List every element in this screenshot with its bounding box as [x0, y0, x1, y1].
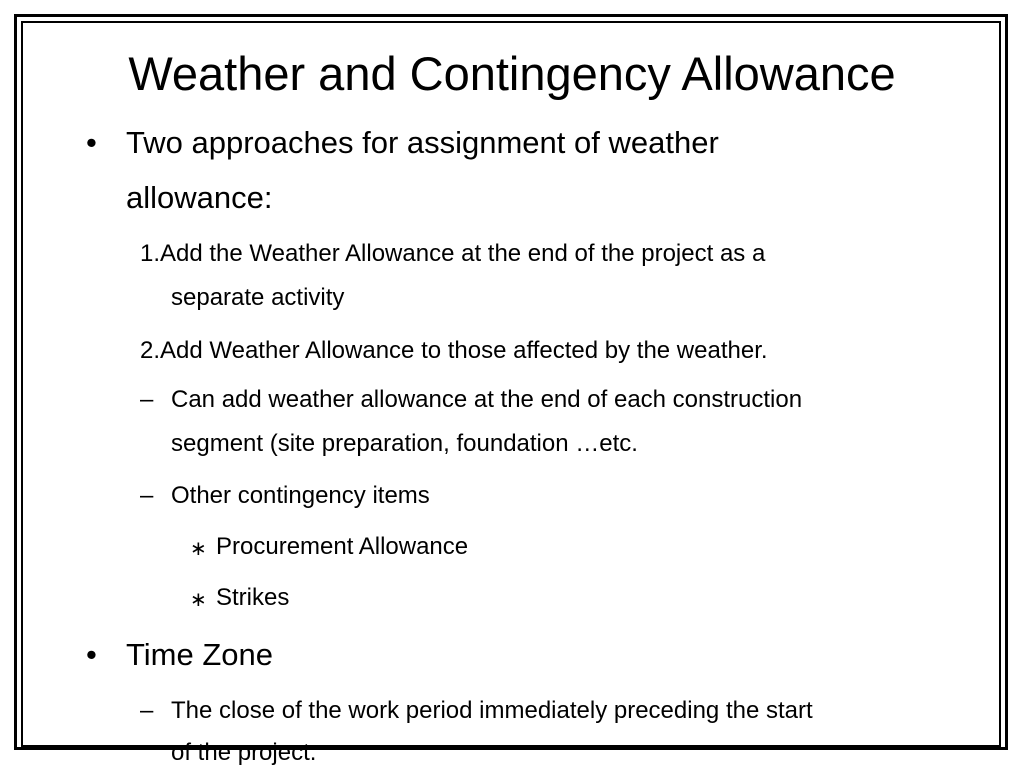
dash-marker: – [140, 697, 154, 724]
item-text-line: Other contingency items [171, 482, 430, 509]
bullet-text-line: Two approaches for assignment of weather [126, 125, 719, 160]
asterisk-icon: ∗ [190, 538, 207, 560]
bullet-text-line: Time Zone [126, 637, 274, 672]
item-text-line: segment (site preparation, foundation …etc. [171, 430, 638, 457]
slide-title: Weather and Contingency Allowance [128, 47, 896, 100]
numbered-item [140, 240, 765, 268]
item-text-line: The close of the work period immediately preceding the start [171, 697, 813, 724]
item-text-line: separate activity [171, 284, 345, 311]
bullet-marker: • [86, 125, 97, 160]
item-text-line: Add the Weather Allowance at the end of the project as a [160, 240, 766, 267]
asterisk-icon: ∗ [190, 589, 207, 611]
dash-marker: – [140, 482, 154, 509]
bullet-text-line: allowance: [126, 180, 273, 215]
item-text-line: of the project. [171, 739, 317, 766]
dash-marker: – [140, 386, 154, 413]
item-text-line: Add Weather Allowance to those affected by the weather. [160, 337, 768, 364]
bullet-marker: • [86, 637, 97, 672]
numbered-item [140, 337, 768, 365]
item-number: 2. [140, 337, 161, 364]
item-text-line: Can add weather allowance at the end of each construction [171, 386, 803, 413]
item-number: 1. [140, 240, 161, 267]
subitem-text: Strikes [216, 584, 290, 611]
subitem-text: Procurement Allowance [216, 533, 469, 560]
